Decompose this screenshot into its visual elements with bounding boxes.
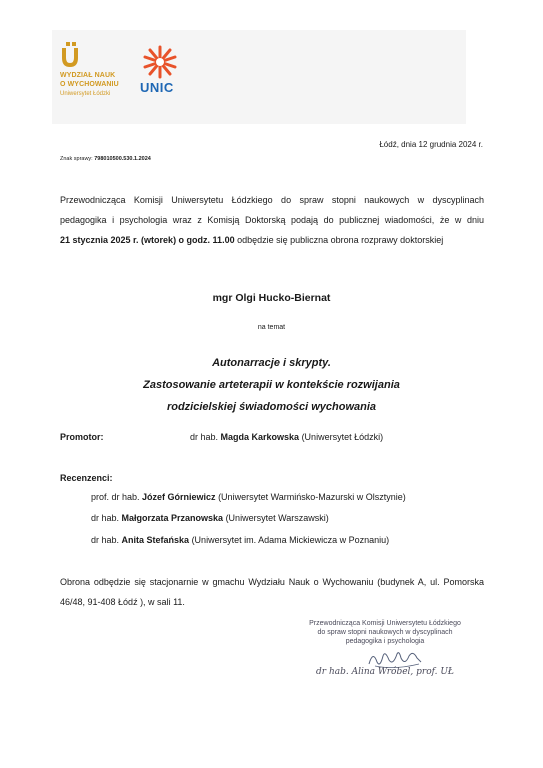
- stamp-line-3: pedagogika i psychologia: [345, 638, 425, 645]
- on-topic-label: na temat: [257, 324, 286, 331]
- faculty-name-line1: WYDZIAŁ NAUK: [60, 72, 116, 79]
- promotor-prefix: dr hab.: [190, 432, 221, 442]
- announcement-line-3-rest: odbędzie się publiczna obrona rozprawy doktorskiej: [234, 235, 444, 245]
- reviewer-name: Józef Górniewicz: [142, 492, 216, 502]
- unic-logo: [136, 44, 186, 102]
- reviewer-affiliation: (Uniwersytet Warmińsko-Mazurski w Olsztynie): [215, 492, 406, 502]
- unic-label: UNIC: [140, 80, 174, 95]
- candidate-name: mgr Olgi Hucko-Biernat: [212, 292, 331, 304]
- reviewer-prefix: dr hab.: [91, 513, 122, 523]
- reviewer-affiliation: (Uniwersytet Warszawski): [223, 513, 329, 523]
- defense-date: 21 stycznia 2025 r. (wtorek) o godz. 11.00: [60, 235, 235, 245]
- stamp-line-2: do spraw stopni naukowych w dyscyplinach: [317, 629, 453, 636]
- promotor-affiliation: (Uniwersytet Łódzki): [299, 432, 384, 442]
- stamp-line-1: Przewodnicząca Komisji Uniwersytetu Łódzkiego: [309, 620, 461, 627]
- chair-stamp: [285, 612, 485, 692]
- reference-value: 798010500.530.1.2024: [94, 156, 151, 162]
- announcement-line-2: pedagogika i psychologia wraz z Komisją Doktorską podają do publicznej wiadomości, że w dniu: [60, 215, 484, 225]
- document-date: Łódź, dnia 12 grudnia 2024 r.: [379, 140, 483, 149]
- reviewer-affiliation: (Uniwersytet im. Adama Mickiewicza w Poznaniu): [189, 535, 390, 545]
- dissertation-title: [0, 352, 543, 418]
- title-line-2: Zastosowanie arteterapii w kontekście rozwijania: [143, 379, 400, 391]
- announcement-line-3: [60, 230, 484, 250]
- reviewer-name: Anita Stefańska: [121, 535, 190, 545]
- announcement-line-1: Przewodnicząca Komisji Uniwersytetu Łódzkiego do spraw stopni naukowych w dyscyplinach: [60, 195, 484, 205]
- faculty-name-line2: O WYCHOWANIU: [60, 81, 119, 88]
- faculty-logo-icon: [60, 42, 80, 70]
- reviewer-entry: [91, 492, 406, 502]
- faculty-logo: [60, 42, 140, 104]
- reference-number: [60, 156, 151, 162]
- reference-label: Znak sprawy:: [60, 156, 93, 162]
- promotor-label: Promotor:: [60, 432, 104, 442]
- unic-star-icon: [140, 44, 180, 80]
- announcement-paragraph: [60, 190, 484, 250]
- title-line-3: rodzicielskiej świadomości wychowania: [166, 401, 377, 413]
- reviewer-entry: [91, 535, 389, 545]
- location-paragraph: Obrona odbędzie się stacjonarnie w gmachu Wydziału Nauk o Wychowaniu (budynek A, ul. Pomorska 46/48, 91-408 Łódź ), w sali 11.: [60, 577, 484, 607]
- reviewer-prefix: dr hab.: [91, 535, 122, 545]
- reviewer-name: Małgorzata Przanowska: [121, 513, 224, 523]
- reviewer-prefix: prof. dr hab.: [91, 492, 143, 502]
- reviewers-label: Recenzenci:: [60, 473, 113, 483]
- faculty-university: Uniwersytet Łódzki: [60, 91, 111, 97]
- reviewer-entry: [91, 513, 329, 523]
- promotor-entry: [190, 432, 383, 442]
- promotor-name: Magda Karkowska: [220, 432, 300, 442]
- title-line-1: Autonarracje i skrypty.: [212, 357, 331, 369]
- chair-name: dr hab. Alina Wróbel, prof. UŁ: [316, 667, 454, 677]
